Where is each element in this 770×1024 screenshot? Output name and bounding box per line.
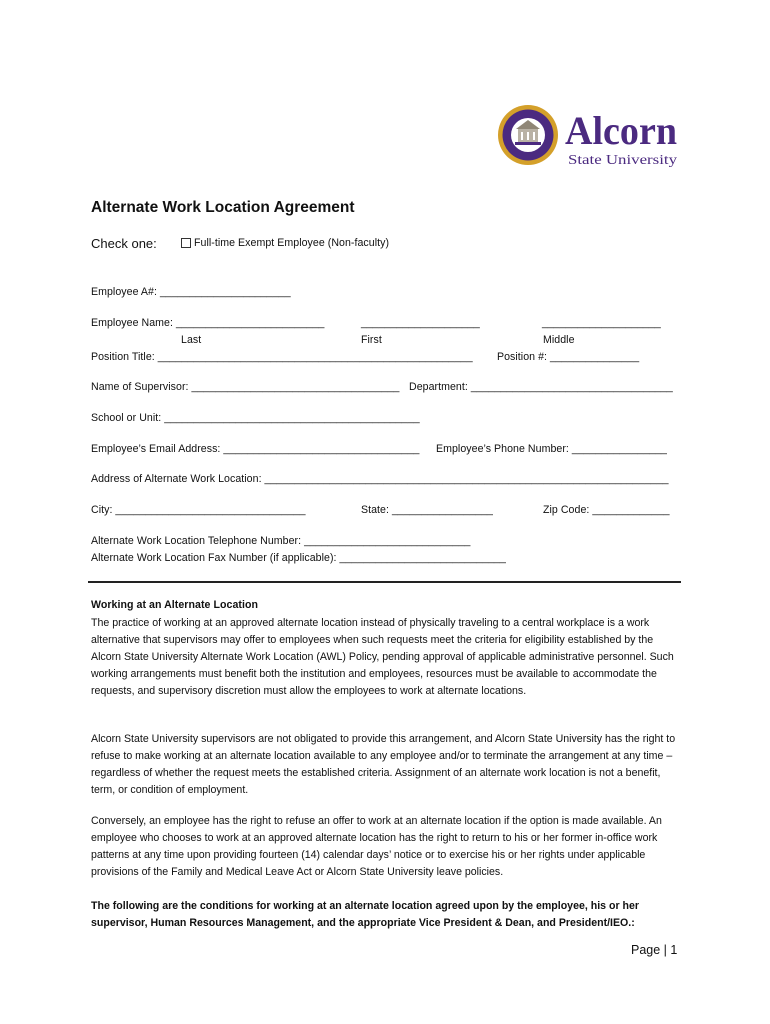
paragraph-conditions: The following are the conditions for working at an alternate location agreed upon by the employee, his or her supervisor, Human Resources Management, and the appropriate Vice President & Dean, and President/IEO.:	[91, 900, 640, 929]
department-field[interactable]: Department: __________________________________	[409, 381, 673, 393]
paragraph-supervisors: Alcorn State University supervisors are not obligated to provide this arrangement, and Alcorn State University has the right to refuse to make working at an alternate location available to any employee and/or to terminate the arrangement at any time – regardless of whether the request meets the established criteria. Assignment of an alternate work location is not a benefit, term, or condition of employment.	[91, 733, 676, 796]
employee-first-name-field[interactable]: ____________________	[361, 317, 480, 329]
school-unit-field[interactable]: School or Unit: ___________________________________________	[91, 412, 420, 424]
paragraph-conversely: Conversely, an employee has the right to refuse an offer to work at an alternate location if the option is made available. An employee who chooses to work at an approved alternate location has the right to return to his or her former in-office work patterns at any time upon providing fourteen (14) calendar days’ notice or to exercise his or her rights under applicable provisions of the Family and Medical Leave Act or Alcorn State University leave policies.	[91, 815, 662, 878]
check-one-label: Check one:	[91, 236, 157, 251]
first-name-caption: First	[361, 334, 382, 346]
section-heading: Working at an Alternate Location	[91, 599, 258, 611]
form-title: Alternate Work Location Agreement	[91, 199, 355, 216]
employee-anumber-field[interactable]: Employee A#: ______________________	[91, 286, 291, 298]
employee-middle-name-field[interactable]: ____________________	[542, 317, 661, 329]
page-number: Page | 1	[631, 943, 678, 957]
position-number-field[interactable]: Position #: _______________	[497, 351, 640, 363]
supervisor-name-field[interactable]: Name of Supervisor: ___________________________________	[91, 381, 400, 393]
logo-name-main: Alcorn	[565, 108, 677, 153]
employee-email-field[interactable]: Employee’s Email Address: _________________________________	[91, 443, 420, 455]
logo-name-sub: State University	[568, 153, 677, 168]
alternate-address-field[interactable]: Address of Alternate Work Location: ____________________________________________________________________	[91, 473, 669, 485]
university-seal	[498, 105, 558, 165]
employee-phone-field[interactable]: Employee’s Phone Number: ________________	[436, 443, 667, 455]
alcorn-logo	[498, 94, 680, 176]
position-title-field[interactable]: Position Title: _____________________________________________________	[91, 351, 473, 363]
employee-last-name-field[interactable]: Employee Name: _________________________	[91, 317, 325, 329]
state-field[interactable]: State: _________________	[361, 504, 493, 516]
section-divider	[88, 581, 681, 583]
awl-telephone-field[interactable]: Alternate Work Location Telephone Number: ____________________________	[91, 535, 471, 547]
awl-fax-field[interactable]: Alternate Work Location Fax Number (if applicable): ____________________________	[91, 552, 506, 564]
middle-name-caption: Middle	[543, 334, 575, 346]
last-name-caption: Last	[181, 334, 202, 346]
city-field[interactable]: City: ________________________________	[91, 504, 306, 516]
exempt-employee-checkbox[interactable]	[181, 238, 191, 248]
paragraph-practice: The practice of working at an approved alternate location instead of physically traveling to a central workplace is a work alternative that supervisors may offer to employees when such requests meet the criteria for eligibility established by the Alcorn State University Alternate Work Location (AWL) Policy, pending approval of applicable administrative personnel. Such working arrangements must benefit both the institution and employees, resources must be available to accommodate the requests, and supervisory discretion must allow the employees to work at alternate locations.	[91, 617, 674, 697]
zip-code-field[interactable]: Zip Code: _____________	[543, 504, 670, 516]
exempt-employee-label: Full-time Exempt Employee (Non-faculty)	[194, 237, 390, 249]
